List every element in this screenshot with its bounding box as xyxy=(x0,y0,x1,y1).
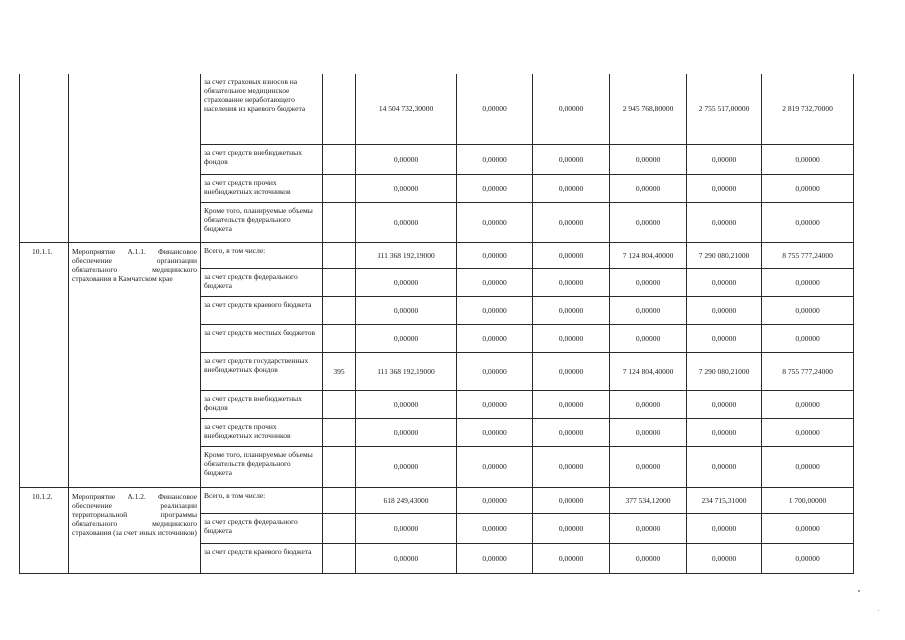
amount-cell: 7 290 080,21000 xyxy=(687,242,762,268)
amount-cell: 377 534,12000 xyxy=(610,487,687,513)
amount-cell: 0,00000 xyxy=(687,174,762,202)
amount-cell: 0,00000 xyxy=(687,268,762,296)
funding-source-cell: за счет средств прочих внебюджетных источников xyxy=(201,174,323,202)
table-row xyxy=(20,242,854,268)
amount-cell: 0,00000 xyxy=(687,390,762,418)
amount-cell: 0,00000 xyxy=(762,418,854,446)
budget-code-cell xyxy=(323,487,356,513)
budget-code-cell xyxy=(323,324,356,352)
budget-code-cell xyxy=(323,74,356,144)
amount-cell: 0,00000 xyxy=(762,296,854,324)
amount-cell: 0,00000 xyxy=(533,202,610,242)
table-row xyxy=(20,487,854,513)
item-number-cell: 10.1.1. xyxy=(20,242,69,487)
budget-code-cell xyxy=(323,268,356,296)
amount-cell: 0,00000 xyxy=(762,202,854,242)
amount-cell: 7 124 804,40000 xyxy=(610,352,687,390)
amount-cell: 14 504 732,30000 xyxy=(356,74,457,144)
amount-cell: 618 249,43000 xyxy=(356,487,457,513)
amount-cell: 0,00000 xyxy=(457,242,533,268)
amount-cell: 8 755 777,24000 xyxy=(762,352,854,390)
amount-cell: 0,00000 xyxy=(356,202,457,242)
amount-cell: 0,00000 xyxy=(687,513,762,543)
amount-cell: 0,00000 xyxy=(457,487,533,513)
amount-cell: 0,00000 xyxy=(533,242,610,268)
budget-code-cell xyxy=(323,174,356,202)
amount-cell: 0,00000 xyxy=(533,390,610,418)
amount-cell: 0,00000 xyxy=(533,352,610,390)
budget-code-cell: 395 xyxy=(323,352,356,390)
funding-source-cell: за счет средств федерального бюджета xyxy=(201,268,323,296)
amount-cell: 0,00000 xyxy=(457,268,533,296)
amount-cell: 0,00000 xyxy=(762,324,854,352)
amount-cell: 0,00000 xyxy=(356,324,457,352)
amount-cell: 0,00000 xyxy=(533,513,610,543)
amount-cell: 0,00000 xyxy=(356,543,457,573)
amount-cell: 0,00000 xyxy=(610,174,687,202)
funding-source-cell: Кроме того, планируемые объемы обязательств федерального бюджета xyxy=(201,446,323,487)
amount-cell: 0,00000 xyxy=(762,144,854,174)
amount-cell: 0,00000 xyxy=(610,543,687,573)
table-row xyxy=(20,74,854,144)
amount-cell: 0,00000 xyxy=(762,446,854,487)
amount-cell: 111 368 192,19000 xyxy=(356,242,457,268)
amount-cell: 0,00000 xyxy=(457,418,533,446)
amount-cell: 0,00000 xyxy=(610,268,687,296)
amount-cell: 2 945 768,80000 xyxy=(610,74,687,144)
funding-source-cell: Кроме того, планируемые объемы обязательств федерального бюджета xyxy=(201,202,323,242)
amount-cell: 0,00000 xyxy=(457,324,533,352)
funding-source-cell: за счет средств федерального бюджета xyxy=(201,513,323,543)
budget-code-cell xyxy=(323,418,356,446)
funding-source-cell: за счет средств государственных внебюджетных фондов xyxy=(201,352,323,390)
amount-cell: 0,00000 xyxy=(762,543,854,573)
amount-cell: 0,00000 xyxy=(457,74,533,144)
budget-code-cell xyxy=(323,543,356,573)
event-description-cell: Мероприятие А.1.1. Финансовое обеспечение организации обязательного медицинского страхования в Камчатском крае xyxy=(69,242,201,487)
amount-cell: 7 290 080,21000 xyxy=(687,352,762,390)
budget-table xyxy=(19,74,854,574)
amount-cell: 234 715,31000 xyxy=(687,487,762,513)
amount-cell: 0,00000 xyxy=(533,296,610,324)
amount-cell: 0,00000 xyxy=(687,418,762,446)
amount-cell: 0,00000 xyxy=(687,144,762,174)
item-number-cell xyxy=(20,74,69,242)
amount-cell: 0,00000 xyxy=(356,296,457,324)
scan-speck xyxy=(858,590,860,592)
amount-cell: 0,00000 xyxy=(457,513,533,543)
amount-cell: 0,00000 xyxy=(533,174,610,202)
amount-cell: 0,00000 xyxy=(457,296,533,324)
funding-source-cell: за счет средств краевого бюджета xyxy=(201,543,323,573)
amount-cell: 0,00000 xyxy=(533,487,610,513)
budget-code-cell xyxy=(323,390,356,418)
amount-cell: 1 700,00000 xyxy=(762,487,854,513)
amount-cell: 0,00000 xyxy=(356,268,457,296)
amount-cell: 0,00000 xyxy=(356,144,457,174)
event-description-cell: Мероприятие А.1.2. Финансовое обеспечение реализации территориальной программы обязательного медицинского страхования (за счет иных источников) xyxy=(69,487,201,573)
amount-cell: 0,00000 xyxy=(610,202,687,242)
amount-cell: 2 755 517,00000 xyxy=(687,74,762,144)
amount-cell: 0,00000 xyxy=(687,446,762,487)
amount-cell: 0,00000 xyxy=(533,144,610,174)
budget-code-cell xyxy=(323,296,356,324)
amount-cell: 0,00000 xyxy=(610,418,687,446)
amount-cell: 2 819 732,70000 xyxy=(762,74,854,144)
scan-speck xyxy=(878,610,879,611)
amount-cell: 0,00000 xyxy=(762,513,854,543)
budget-code-cell xyxy=(323,446,356,487)
item-number-cell: 10.1.2. xyxy=(20,487,69,573)
funding-source-cell: за счет средств внебюджетных фондов xyxy=(201,390,323,418)
amount-cell: 0,00000 xyxy=(356,390,457,418)
event-description-cell xyxy=(69,74,201,242)
amount-cell: 0,00000 xyxy=(356,418,457,446)
amount-cell: 0,00000 xyxy=(610,513,687,543)
amount-cell: 0,00000 xyxy=(610,144,687,174)
budget-code-cell xyxy=(323,202,356,242)
amount-cell: 0,00000 xyxy=(687,324,762,352)
amount-cell: 0,00000 xyxy=(533,543,610,573)
amount-cell: 0,00000 xyxy=(356,446,457,487)
amount-cell: 0,00000 xyxy=(533,74,610,144)
amount-cell: 0,00000 xyxy=(610,324,687,352)
budget-code-cell xyxy=(323,513,356,543)
amount-cell: 0,00000 xyxy=(457,543,533,573)
amount-cell: 0,00000 xyxy=(533,268,610,296)
amount-cell: 7 124 804,40000 xyxy=(610,242,687,268)
amount-cell: 0,00000 xyxy=(533,446,610,487)
amount-cell: 0,00000 xyxy=(610,390,687,418)
amount-cell: 8 755 777,24000 xyxy=(762,242,854,268)
funding-source-cell: за счет средств местных бюджетов xyxy=(201,324,323,352)
amount-cell: 0,00000 xyxy=(762,174,854,202)
amount-cell: 0,00000 xyxy=(762,268,854,296)
funding-source-cell: Всего, в том числе: xyxy=(201,487,323,513)
budget-code-cell xyxy=(323,242,356,268)
funding-source-cell: за счет средств внебюджетных фондов xyxy=(201,144,323,174)
amount-cell: 0,00000 xyxy=(457,144,533,174)
funding-source-cell: Всего, в том числе: xyxy=(201,242,323,268)
amount-cell: 0,00000 xyxy=(356,174,457,202)
amount-cell: 0,00000 xyxy=(610,446,687,487)
amount-cell: 0,00000 xyxy=(762,390,854,418)
amount-cell: 0,00000 xyxy=(533,324,610,352)
amount-cell: 0,00000 xyxy=(687,202,762,242)
funding-source-cell: за счет средств краевого бюджета xyxy=(201,296,323,324)
amount-cell: 0,00000 xyxy=(533,418,610,446)
amount-cell: 0,00000 xyxy=(457,446,533,487)
amount-cell: 0,00000 xyxy=(687,296,762,324)
amount-cell: 111 368 192,19000 xyxy=(356,352,457,390)
budget-code-cell xyxy=(323,144,356,174)
amount-cell: 0,00000 xyxy=(457,174,533,202)
amount-cell: 0,00000 xyxy=(610,296,687,324)
amount-cell: 0,00000 xyxy=(457,352,533,390)
funding-source-cell: за счет страховых взносов на обязательное медицинское страхование неработающего населения из краевого бюджета xyxy=(201,74,323,144)
amount-cell: 0,00000 xyxy=(687,543,762,573)
amount-cell: 0,00000 xyxy=(457,390,533,418)
amount-cell: 0,00000 xyxy=(356,513,457,543)
funding-source-cell: за счет средств прочих внебюджетных источников xyxy=(201,418,323,446)
amount-cell: 0,00000 xyxy=(457,202,533,242)
